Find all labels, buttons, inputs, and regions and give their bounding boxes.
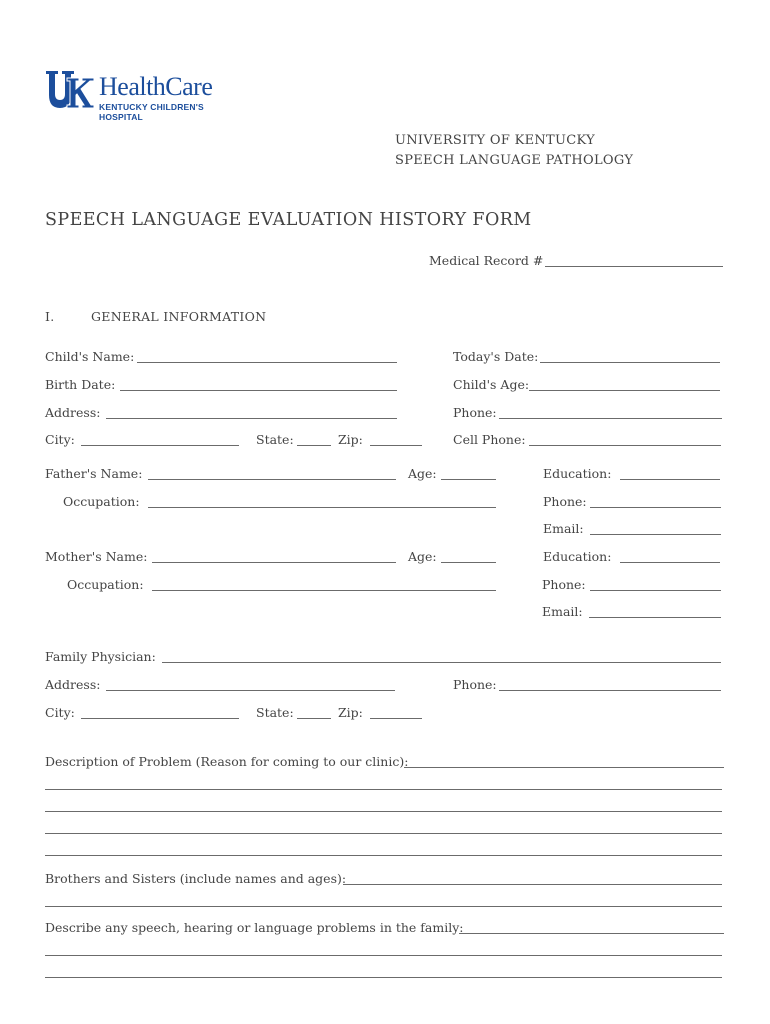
physician-state-label: State: xyxy=(256,705,294,720)
logo-healthcare-text: HealthCare xyxy=(99,72,213,101)
form-title: SPEECH LANGUAGE EVALUATION HISTORY FORM xyxy=(45,210,532,230)
father-phone-label: Phone: xyxy=(543,494,587,509)
family-problems-field-line-2[interactable] xyxy=(45,955,722,956)
uk-logo-mark-icon xyxy=(45,70,95,112)
cell-phone-field[interactable] xyxy=(529,445,721,446)
childs-age-field[interactable] xyxy=(529,390,720,391)
todays-date-label: Today's Date: xyxy=(453,349,539,364)
physician-state-field[interactable] xyxy=(297,718,331,719)
family-physician-field[interactable] xyxy=(162,662,721,663)
medical-record-label: Medical Record # xyxy=(429,253,544,268)
description-field-line-5[interactable] xyxy=(45,855,722,856)
section-number: I. xyxy=(45,309,55,324)
childs-name-field[interactable] xyxy=(137,362,397,363)
fathers-name-label: Father's Name: xyxy=(45,466,143,481)
mother-age-field[interactable] xyxy=(441,562,496,563)
father-occupation-field[interactable] xyxy=(148,507,496,508)
header-department: SPEECH LANGUAGE PATHOLOGY xyxy=(395,153,634,168)
father-occupation-label: Occupation: xyxy=(63,494,140,509)
father-education-field[interactable] xyxy=(620,479,720,480)
family-problems-field-line-3[interactable] xyxy=(45,977,722,978)
physician-address-field[interactable] xyxy=(106,690,395,691)
physician-phone-field[interactable] xyxy=(499,690,721,691)
fathers-name-field[interactable] xyxy=(148,479,396,480)
physician-city-label: City: xyxy=(45,705,75,720)
phone-field[interactable] xyxy=(499,418,722,419)
physician-zip-field[interactable] xyxy=(370,718,422,719)
father-email-field[interactable] xyxy=(590,534,721,535)
mother-occupation-label: Occupation: xyxy=(67,577,144,592)
mother-occupation-field[interactable] xyxy=(152,590,496,591)
father-age-field[interactable] xyxy=(441,479,496,480)
city-field[interactable] xyxy=(81,445,239,446)
mother-email-label: Email: xyxy=(542,604,583,619)
city-label: City: xyxy=(45,432,75,447)
family-physician-label: Family Physician: xyxy=(45,649,156,664)
siblings-field-line-1[interactable] xyxy=(343,884,722,885)
family-problems-field-line-1[interactable] xyxy=(459,933,724,934)
mother-phone-field[interactable] xyxy=(590,590,721,591)
state-field[interactable] xyxy=(297,445,331,446)
medical-record-field[interactable] xyxy=(545,266,723,267)
phone-label: Phone: xyxy=(453,405,497,420)
physician-city-field[interactable] xyxy=(81,718,239,719)
mother-email-field[interactable] xyxy=(589,617,721,618)
physician-phone-label: Phone: xyxy=(453,677,497,692)
childs-name-label: Child's Name: xyxy=(45,349,135,364)
mothers-name-label: Mother's Name: xyxy=(45,549,148,564)
physician-zip-label: Zip: xyxy=(338,705,363,720)
mother-age-label: Age: xyxy=(408,549,437,564)
description-field-line-3[interactable] xyxy=(45,811,722,812)
todays-date-field[interactable] xyxy=(540,362,720,363)
mother-education-label: Education: xyxy=(543,549,612,564)
description-label: Description of Problem (Reason for coming to our clinic): xyxy=(45,754,409,769)
cell-phone-label: Cell Phone: xyxy=(453,432,526,447)
father-email-label: Email: xyxy=(543,521,584,536)
description-field-line-2[interactable] xyxy=(45,789,722,790)
family-problems-label: Describe any speech, hearing or language problems in the family: xyxy=(45,920,464,935)
description-field-line-4[interactable] xyxy=(45,833,722,834)
childs-age-label: Child's Age: xyxy=(453,377,530,392)
siblings-field-line-2[interactable] xyxy=(45,906,722,907)
father-age-label: Age: xyxy=(408,466,437,481)
section-title: GENERAL INFORMATION xyxy=(91,309,267,324)
description-field-line-1[interactable] xyxy=(404,767,724,768)
header-university: UNIVERSITY OF KENTUCKY xyxy=(395,133,596,148)
zip-label: Zip: xyxy=(338,432,363,447)
state-label: State: xyxy=(256,432,294,447)
father-phone-field[interactable] xyxy=(590,507,721,508)
address-field[interactable] xyxy=(106,418,397,419)
physician-address-label: Address: xyxy=(45,677,101,692)
zip-field[interactable] xyxy=(370,445,422,446)
logo-subtitle-2: HOSPITAL xyxy=(99,112,143,122)
address-label: Address: xyxy=(45,405,101,420)
siblings-label: Brothers and Sisters (include names and ages): xyxy=(45,871,347,886)
mothers-name-field[interactable] xyxy=(152,562,396,563)
mother-phone-label: Phone: xyxy=(542,577,586,592)
birth-date-label: Birth Date: xyxy=(45,377,116,392)
father-education-label: Education: xyxy=(543,466,612,481)
mother-education-field[interactable] xyxy=(620,562,720,563)
birth-date-field[interactable] xyxy=(120,390,397,391)
logo-subtitle-1: KENTUCKY CHILDREN'S xyxy=(99,102,204,112)
